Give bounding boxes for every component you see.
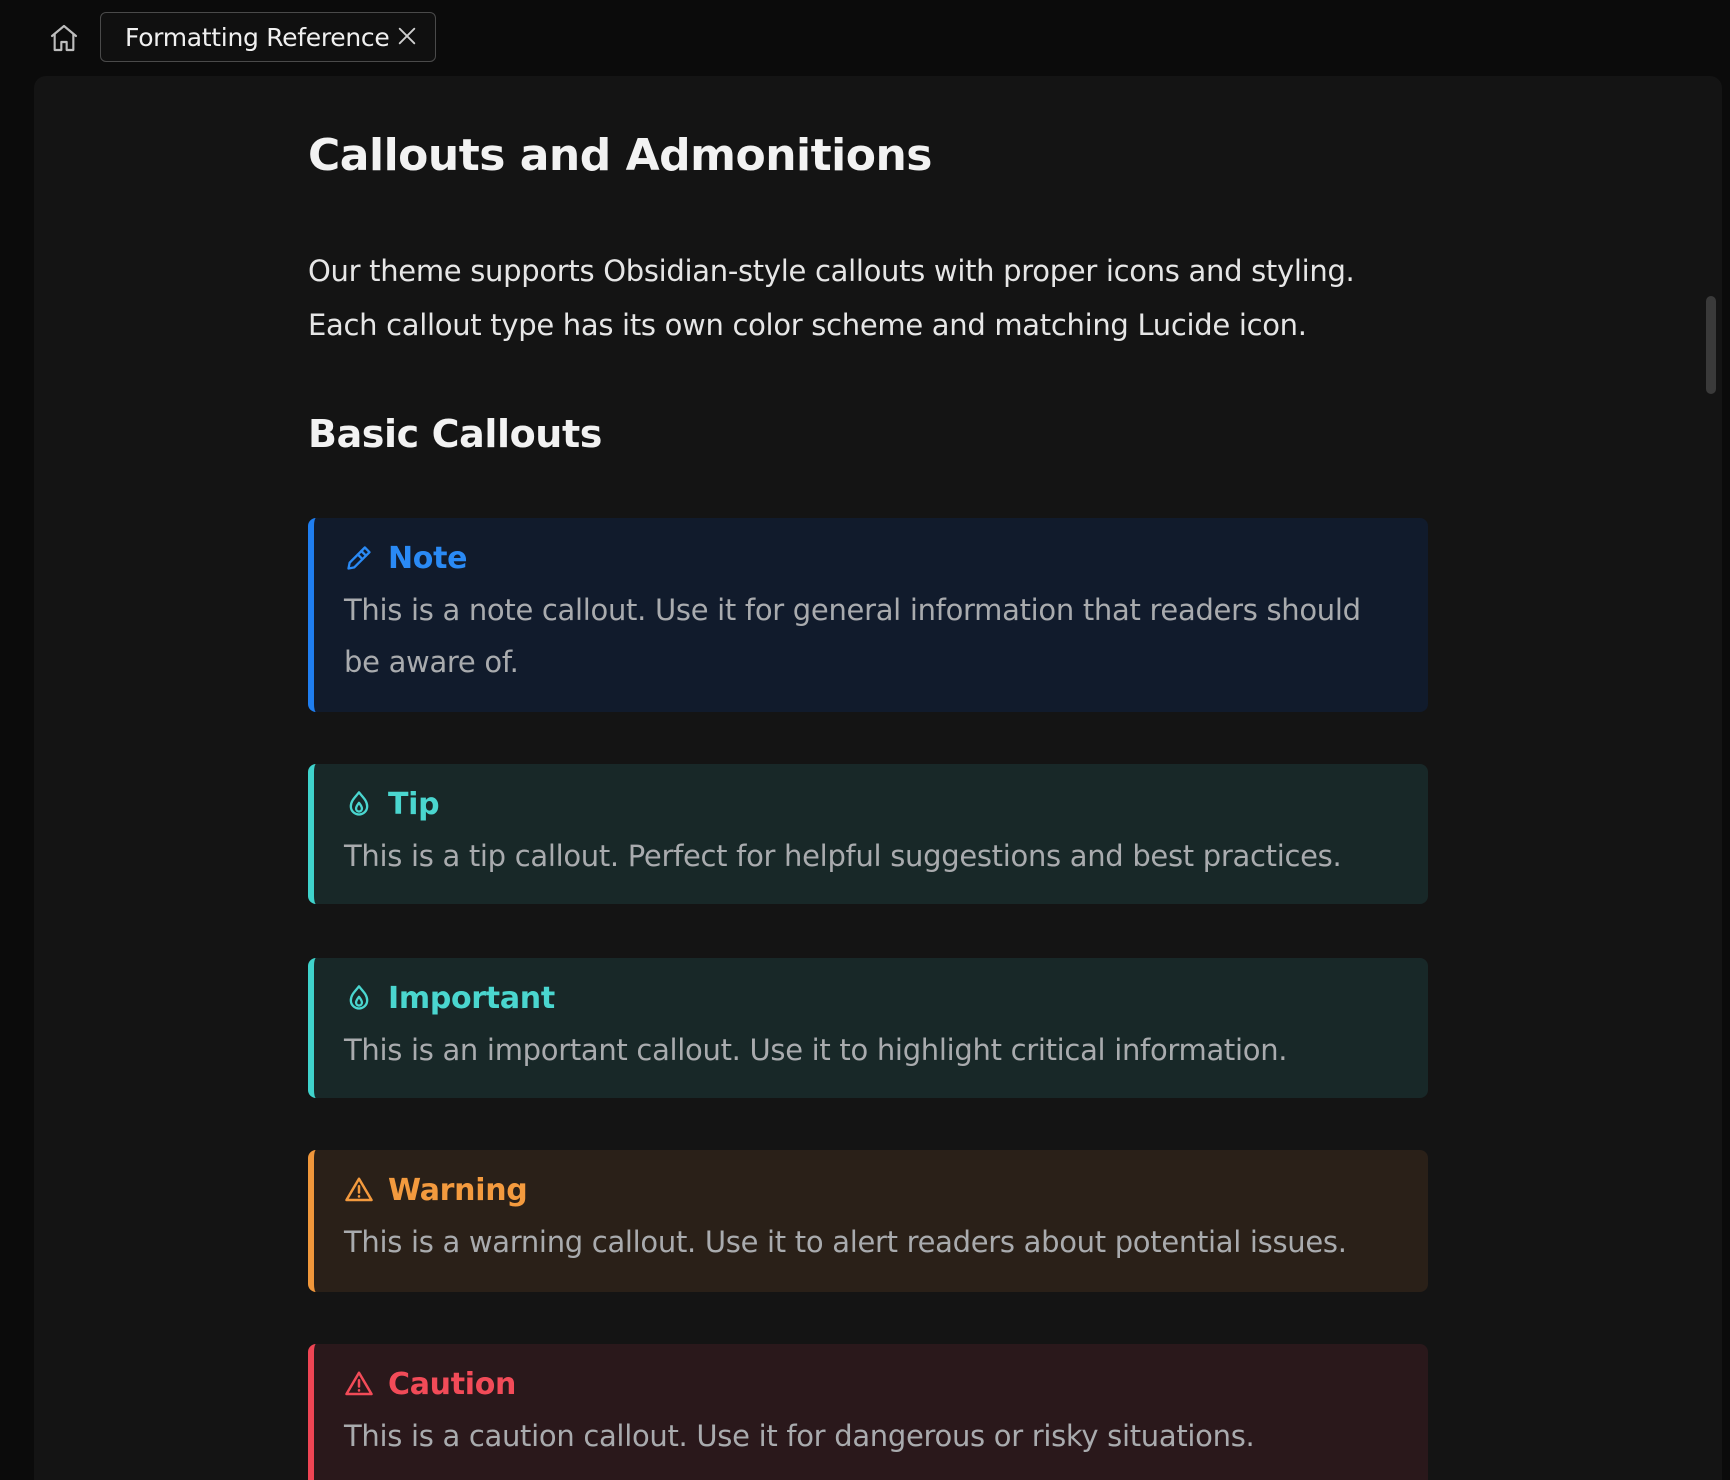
pencil-icon (344, 543, 374, 573)
close-icon (396, 25, 418, 51)
tab-close-button[interactable] (395, 26, 419, 50)
callout-title: Note (388, 540, 468, 576)
callout-title: Caution (388, 1366, 517, 1402)
tab-label: Formatting Reference (125, 22, 390, 52)
callout-tip (308, 764, 1428, 904)
alert-triangle-icon (344, 1175, 374, 1205)
callout-body: This is a warning callout. Use it to alert readers about potential issues. (344, 1225, 1347, 1259)
page-title: Callouts and Admonitions (308, 130, 932, 181)
flame-icon (344, 789, 374, 819)
callout-body: This is an important callout. Use it to highlight critical information. (344, 1033, 1288, 1067)
callout-header (344, 978, 1398, 1018)
alert-triangle-icon (344, 1369, 374, 1399)
callout-body: This is a tip callout. Perfect for helpful suggestions and best practices. (344, 839, 1342, 873)
document-pane (34, 76, 1722, 1480)
home-button[interactable] (44, 20, 84, 60)
callout-body: This is a note callout. Use it for general information that readers should be aware of. (344, 593, 1361, 679)
callout-title: Tip (388, 786, 440, 822)
callout-note (308, 518, 1428, 712)
section-title: Basic Callouts (308, 412, 602, 456)
callout-header (344, 1364, 1398, 1404)
home-icon (48, 22, 80, 58)
callout-body: This is a caution callout. Use it for dangerous or risky situations. (344, 1419, 1255, 1453)
intro-paragraph: Our theme supports Obsidian-style callouts with proper icons and styling. Each callout type has its own color scheme and matching Lucide icon. (308, 254, 1355, 342)
flame-icon (344, 983, 374, 1013)
tab-formatting-reference[interactable] (100, 12, 436, 62)
callout-caution (308, 1344, 1428, 1480)
callout-header (344, 1170, 1398, 1210)
callout-header (344, 784, 1398, 824)
callout-header (344, 538, 1398, 578)
scrollbar[interactable] (1706, 296, 1716, 394)
callout-warning (308, 1150, 1428, 1292)
callout-important (308, 958, 1428, 1098)
callout-title: Important (388, 980, 555, 1016)
callout-title: Warning (388, 1172, 528, 1208)
tab-bar (0, 0, 1730, 76)
